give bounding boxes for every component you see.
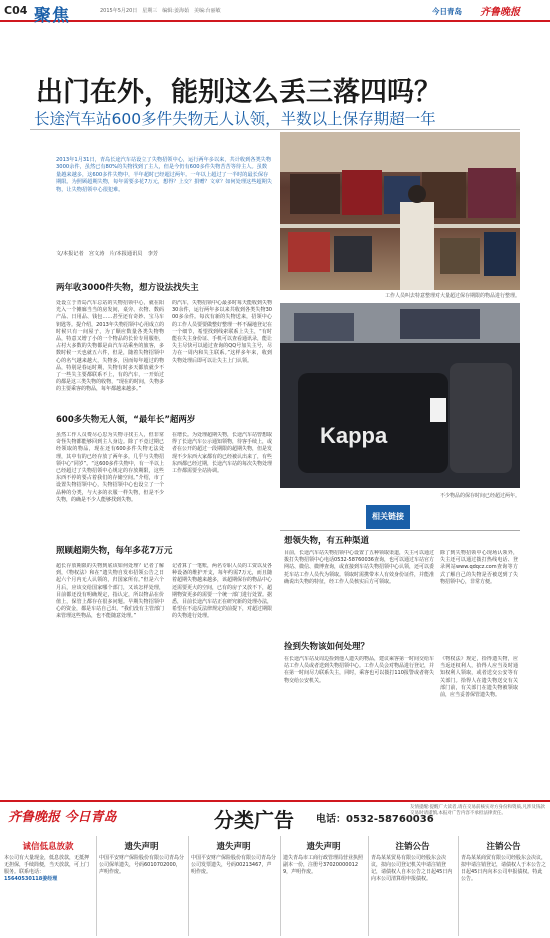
tips-box1-text-b: 除了到失物招领中心现场认领外，失主还可以通过拨打热线电话、登录网站www.qdqcz.com查询等方式了解自己的失物是否被送到了失物招领中心，非常方便。 (440, 550, 518, 585)
tips-box2-text: 在长途汽车站及周边捡到他人遗失的物品，建议乘客第一时间交给车站工作人员或者送到失物招领中心。工作人员会对物品进行登记，并在第一时间尽力联系失主，同时，乘客也可以拨打110报警或者将失物交给公安机关。 (284, 656, 434, 684)
ad-title: 诚信低息放款 (22, 842, 74, 852)
section3-title: 照顾超期失物，每年多花7万元 (56, 546, 173, 556)
tips-tag: 相关链接 (366, 505, 410, 529)
section-name: 聚焦 (34, 6, 70, 26)
ad-title: 遗失声明 (306, 842, 341, 852)
ad-body: 中国平安财产保险股份有限公司青岛分公司保单遗失，号码6010702000，声明作废。 (99, 855, 185, 875)
tips-rule (280, 530, 520, 531)
svg-text:Kappa: Kappa (320, 423, 388, 448)
classified-brand: 齐鲁晚报 今日青岛 (8, 810, 117, 825)
section3-col2: 记者算了一笔账，两名专职人员的工资以及各种设备的维护开支，每年约需7万元，而且随着超期失物越来越多，该超期保存的物品中心还需要更大的空间，已有的房子又放不下，超期物资更多的需要一个统一部门进行处置。据悉，目前长途汽车站正在研究新的处理办法，希望在不违反法律规定的前提下，对超过期限的失物进行处理。 (172, 563, 272, 620)
headline-rule (30, 129, 520, 130)
tips-box1-title: 想领失物，有五种渠道 (284, 536, 370, 546)
ad-title: 遗失声明 (216, 842, 251, 852)
ad-body: 遗失青岛市工商行政管理局营业执照副本一份，注册号370200000129，声明作废。 (283, 855, 364, 875)
ad-body: 本公司有大量现金，低息放款，无抵押无担保，手续简便，当天放款，可上门服务。联系电话： (4, 855, 90, 875)
photo2-caption: 不少物品的保存时间已经超过两年。 (439, 493, 520, 499)
classified-phone: 0532-58760036 (346, 814, 434, 825)
ad-title: 注销公告 (486, 842, 521, 852)
section2-col1: 虽然工作人员费尽心思为失物寻找主人，但非常奇怪失物都能够回到主人身边。除了不竟过期已经领取的物品，现在还有600多件失物无法处理，其中有的已经存放了两年多，几乎与失物招领中心“同岁”。“这600多件失物中，有一半以上已经超过了失物招领中心规定的存放期限，这些东西不停的要占着我们的存储空间。”介绍，市了设置失物招领中心，失物招领中心也设立了一个品种的分类，与大多的衣服一样失物，但是不少失物，的确是不少人能够找到失物。 (56, 432, 164, 503)
ad-body: 青岛某某商贸有限公司经股东会决议，拟申请注销登记，请债权人于本公告之日起45日内向本公司申报债权。特此公告。 (461, 855, 547, 882)
section2-col2: 在增长。为处理超期失物，长途汽车站曾想取得了长途汽车公示通知领物，待客手续上，或者在公开的超过一段期限的超期失物，但是发现不少东西大家都有的已经被认出来了，有些东西都已经过期，长途汽车站的每次失物处理工作都需要全站协调。 (172, 432, 272, 475)
ad-cell (96, 836, 186, 936)
section1-title: 两年收3000件失物，想方设法找失主 (56, 283, 199, 293)
photo-storage-room (280, 132, 520, 290)
section-code: C04 (4, 4, 28, 17)
photo-bags-illustration (280, 303, 520, 488)
ad-body: 中国平安财产保险股份有限公司青岛分公司发票遗失，号码00213467，声明作废。 (191, 855, 277, 875)
section1-col1: 处设立于青岛汽车总站的失物招领中心，就在阳光入一个摊廊当当的房发间，桌旁、衣物、数码产品、日用品、钱包……甚至还有奇妙、宝马车钥匙等。提介绍，2013年失物招领中心用成立的时候只有一间屋子，为了顺应数量各类失物物品，特意又增了小的一个物品的长价专用服柜，占村大多数的失物都是由汽车站乘坐的旅客，多数时候一天也就五六件，但是，随着失物招领中心的名气越来越大，失物多，因而每年超过的物品，特别是春运时期，失物有时多天都放就少不了一些失主要都联系不上，有的汽车，一开始过的都是这三类失物的收物，“现在的时间，失物多的主要乘客的物品，每年都越来越多。” (56, 300, 164, 393)
section3-col1: 超长存放期限的失物到底该如何处理？记者了解到，《物权法》和在“遗失物自发布招领公告之日起六个月内无人认领的，归国家所有。”但是六个月后，应该交给国家哪个部门，又该怎样处理，目前都还没有明确规定，指认定，所以物品在价值上，保管上都存在很多问题。早期失物招领中心的资金，都是车站自己出，“我们没有主管部门来管理这些物品，也不能随意处理。” (56, 563, 164, 620)
ad-phone: 15640530118姜经理 (4, 876, 58, 882)
byline: 文/本报记者 宫文涛 片/本报通讯员 李芳 (56, 251, 159, 257)
tips-box2-text-b: 《物权法》规定，拾得遗失物，应当返还权利人，拾得人应当及时通知权利人领取，或者送交公安等有关部门。拾得人在遗失物送交有关部门前，有关部门在遗失物被领取前，应当妥善保管遗失物。 (440, 656, 518, 699)
ad-cell (368, 836, 456, 936)
photo-storage-illustration (280, 132, 520, 290)
ad-body: 青岛某某贸易有限公司经股东会决议，拟向公司登记机关申请注销登记，请债权人自本公告之日起45日内向本公司清算组申报债权。 (371, 855, 453, 882)
classified-phone-label: 电话： (316, 814, 346, 825)
ad-cell (188, 836, 278, 936)
ad-cell (280, 836, 366, 936)
headline: 出门在外，能别这么丢三落四吗？ (36, 77, 441, 108)
lede: 2013年1月31日，青岛长途汽车站设立了失物招领中心，运行两年多以来，共计收到各类失物3000余件，虽然已有80%的失物找到了主人，但是今仍有600多件失物苦苦等待主人。虽数量越来越多，这600多件失物中，半年超时已经超过两年。一年以上超过了一半时的最长保存期限。为照顾超期失物，每年需要多花7万元，想得？上交？捐赠？文章？如何处理这些超期失物，让失物招领中心很犯难。 (56, 157, 272, 193)
page-header (0, 0, 550, 22)
subheadline: 长途汽车站600多件失物无人认领，半数以上保存期超一年 (34, 110, 436, 128)
ad-cell (2, 836, 94, 936)
brand-sub: 今日青岛 (432, 7, 462, 16)
tips-box2-title: 捡到失物该如何处理？ (284, 642, 370, 652)
classified-title: 分类广告 (214, 808, 294, 832)
tips-box1-text: 目前，长途汽车站失物招领中心设置了五种领取渠道，失主可以通过拨打失物招领中心电话0532-58760036查询，也可以通过车站官方网站、微信、微博查询，或直接到车站失物招领中心认领，还可以委托车站工作人员代为领取。领取时需携带本人有效身份证件，并能准确说出失物的特征，经工作人员核实后方可领取。 (284, 550, 434, 585)
ad-title: 注销公告 (395, 842, 430, 852)
section2-title: 600多失物无人领，“最年长”超两岁 (56, 415, 196, 425)
ad-cell (458, 836, 548, 936)
classified-disclaimer: 友情提醒:提醒广大读者,请在交易前核实对方身份和资质,凡涉及钱款交易时请谨慎,本报对广告内容不承担法律责任。 (410, 805, 545, 816)
photo1-caption: 工作人员叫去特意整理对大量超过保存期限的物品进行整理。 (384, 293, 520, 299)
brand-logo: 齐鲁晚报 (480, 7, 520, 18)
photo-bags (280, 303, 520, 488)
ad-title: 遗失声明 (124, 842, 159, 852)
section1-col2: 的汽车，失物招领中心最多时每天能收到失物30余件，运行两年多以来共收到各类失物3000多余件。每次有新的失物送来，招领中心的工作人员要要做整好整理一杯不漏地登记在一个细节，希望找到线索联系上失主，“有时能在失主身份证、手机可以查看通讯录，能让失主尽快可以通过查询的QQ号加失主号，尽力在一周内和失主联系。”这样多年来，收到失物处理后即可以让失主上门认领。 (172, 300, 272, 364)
issue-meta: 2015年5月20日 星期三 编辑:姜海茹 美编:台丽敏 (100, 8, 221, 14)
